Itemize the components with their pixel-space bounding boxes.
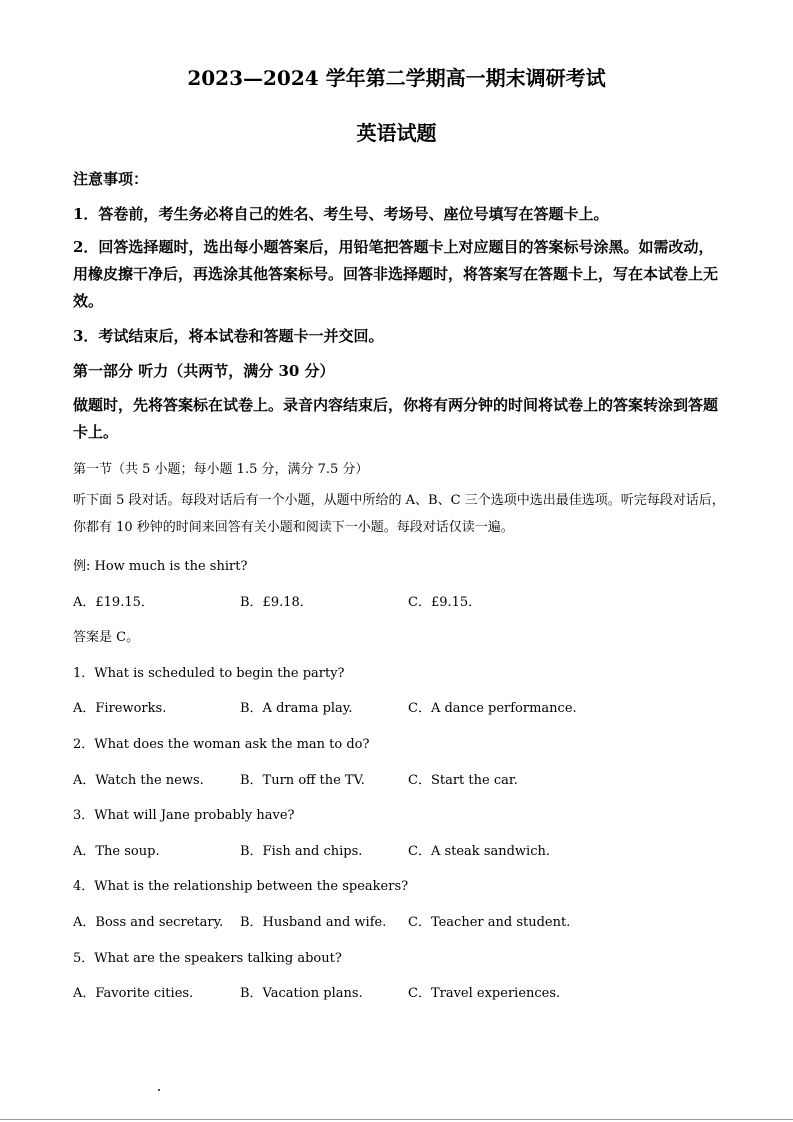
question-1-option-a: A．Fireworks. — [73, 701, 167, 716]
question-1-option-c: C．A dance performance. — [408, 701, 577, 716]
question-3-option-c: C．A steak sandwich. — [408, 844, 551, 859]
question-4-stem: 4．What is the relationship between the speakers? — [73, 879, 409, 894]
example-option-a: A．£19.15． — [73, 595, 154, 610]
question-4-option-a: A．Boss and secretary. — [73, 915, 224, 930]
question-5-stem: 5．What are the speakers talking about? — [73, 951, 342, 966]
note-item-3: 3．考试结束后，将本试卷和答题卡一并交回。 — [73, 327, 384, 345]
page-bottom-rule — [0, 1119, 793, 1120]
question-4-option-b: B．Husband and wife. — [240, 915, 387, 930]
question-3-stem: 3．What will Jane probably have? — [73, 808, 295, 823]
question-2-option-c: C．Start the car. — [408, 773, 518, 788]
page-title: 2023—2024 学年第二学期高一期末调研考试 — [187, 66, 606, 90]
question-3-option-b: B．Fish and chips. — [240, 844, 363, 859]
question-5-option-c: C．Travel experiences. — [408, 986, 561, 1001]
page-dot — [158, 1089, 160, 1091]
question-4-option-c: C．Teacher and student. — [408, 915, 571, 930]
section1-instruction: 听下面 5 段对话。每段对话后有一个小题，从题中所给的 A、B、C 三个选项中选出最佳选项。听完每段对话后，你都有 10 秒钟的时间来回答有关小题和阅读下一小题。每段对话仅读一遍。 — [73, 493, 725, 535]
question-1-stem: 1．What is scheduled to begin the party? — [73, 666, 345, 681]
question-2-stem: 2．What does the woman ask the man to do? — [73, 737, 370, 752]
page-subtitle: 英语试题 — [356, 121, 437, 145]
note-item-2: 2．回答选择题时，选出每小题答案后，用铅笔把答题卡上对应题目的答案标号涂黑。如需改动，用橡皮擦干净后，再选涂其他答案标号。回答非选择题时，将答案写在答题卡上，写在本试卷上无效。 — [73, 238, 719, 310]
example-option-c: C．£9.15． — [408, 595, 482, 610]
example-question: 例: How much is the shirt? — [73, 559, 248, 574]
section1-heading: 第一节（共 5 小题；每小题 1.5 分，满分 7.5 分） — [73, 462, 369, 477]
question-2-option-b: B．Turn off the TV. — [240, 773, 365, 788]
question-5-option-a: A．Favorite cities. — [73, 986, 194, 1001]
question-1-option-b: B．A drama play. — [240, 701, 353, 716]
part1-heading: 第一部分 听力（共两节，满分 30 分） — [73, 362, 335, 380]
example-option-b: B．£9.18． — [240, 595, 313, 610]
question-2-option-a: A．Watch the news. — [73, 773, 204, 788]
question-3-option-a: A．The soup. — [73, 844, 160, 859]
note-item-1: 1．答卷前，考生务必将自己的姓名、考生号、考场号、座位号填写在答题卡上。 — [73, 205, 609, 223]
question-5-option-b: B．Vacation plans. — [240, 986, 363, 1001]
part1-instruction: 做题时，先将答案标在试卷上。录音内容结束后，你将有两分钟的时间将试卷上的答案转涂到答题卡上。 — [73, 396, 719, 441]
notes-heading: 注意事项： — [73, 170, 149, 188]
example-answer: 答案是 C。 — [73, 630, 140, 645]
